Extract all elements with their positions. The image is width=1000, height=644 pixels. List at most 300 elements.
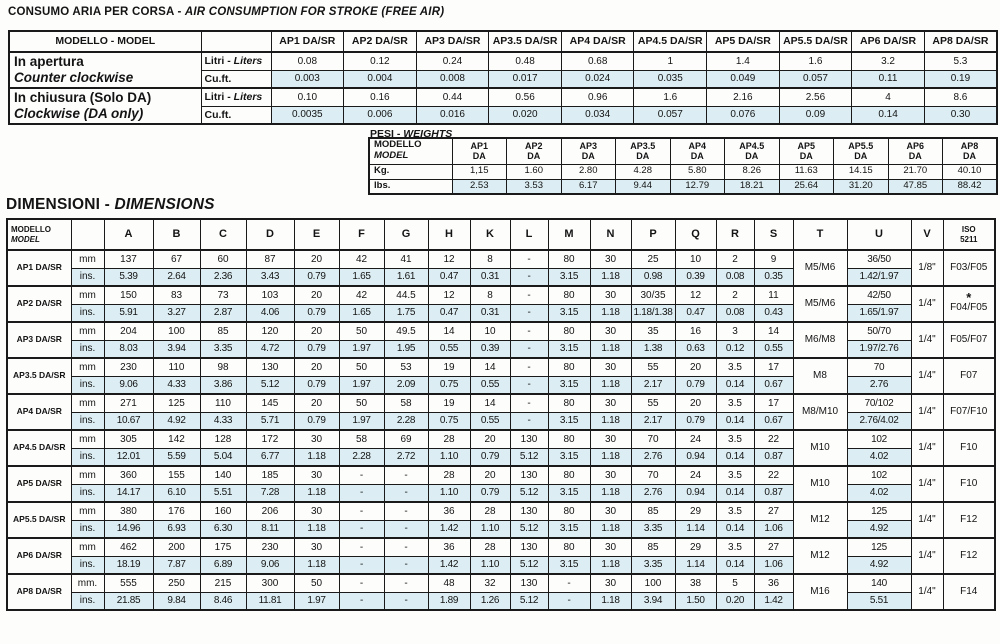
dim-mm-value: 5 [716, 574, 754, 592]
dim-mm-value: 87 [246, 250, 294, 268]
dim-ins-value: 0.63 [675, 340, 716, 358]
dim-mm-value: 10 [470, 322, 510, 340]
dim-ins-value: 1.18 [294, 448, 339, 466]
dim-mm-value: 17 [754, 358, 793, 376]
cuft-value-cell: 0.017 [489, 70, 562, 88]
dim-mm-value: 80 [548, 430, 590, 448]
dim-ins-value: 4.33 [153, 376, 200, 394]
dim-mm-value: 20 [470, 430, 510, 448]
dim-ins-value: 1.42 [428, 520, 470, 538]
unit-liters-it: Litri - [204, 55, 234, 68]
dim-mm-value: 30 [294, 538, 339, 556]
dim-unit-mm: mm [71, 250, 104, 268]
dim-u-mm-value: 36/50 [847, 250, 911, 268]
dim-mm-value: - [384, 502, 428, 520]
dim-col-header-k: K [470, 219, 510, 250]
weights-model-header [670, 138, 725, 164]
dim-ins-value: 3.15 [548, 340, 590, 358]
dim-mm-value: 28 [428, 430, 470, 448]
weights-value-cell: 14.15 [834, 164, 889, 179]
dim-ins-value: 0.79 [294, 412, 339, 430]
weights-value-cell: 18.21 [725, 179, 780, 194]
consumption-model-header: AP8 DA/SR [924, 31, 997, 52]
dim-mm-value: 80 [548, 394, 590, 412]
dim-mm-value: 20 [294, 250, 339, 268]
dim-unit-mm: mm [71, 430, 104, 448]
dim-mm-value: 24 [675, 430, 716, 448]
dim-mm-value: 80 [548, 250, 590, 268]
dim-ins-value: 0.67 [754, 376, 793, 394]
dim-mm-value: 80 [548, 538, 590, 556]
dim-iso-cell [943, 322, 995, 358]
cuft-value-cell: 0.14 [852, 106, 925, 124]
dim-ins-value: 3.15 [548, 412, 590, 430]
dim-mm-value: 12 [428, 286, 470, 304]
dim-model-label: AP8 DA/SR [7, 574, 71, 610]
dim-mm-value: 160 [200, 502, 246, 520]
dim-mm-value: - [384, 466, 428, 484]
dim-ins-value: 2.09 [384, 376, 428, 394]
weights-table [368, 137, 998, 195]
dim-mm-value: 98 [200, 358, 246, 376]
dim-mm-value: 137 [104, 250, 153, 268]
dim-ins-value: 1.18/1.38 [631, 304, 675, 322]
dim-mm-value: 30 [590, 574, 631, 592]
dim-unit-ins: ins. [71, 556, 104, 574]
dim-mm-value: 10 [675, 250, 716, 268]
cuft-unit-label: Cu.ft. [201, 70, 271, 88]
dim-unit-ins: ins. [71, 304, 104, 322]
dim-mm-value: 30 [294, 430, 339, 448]
dim-mm-value: 49.5 [384, 322, 428, 340]
dim-mm-value: 271 [104, 394, 153, 412]
dim-mm-value: 462 [104, 538, 153, 556]
weights-value-cell: 88.42 [943, 179, 998, 194]
iso-star-note: * [966, 290, 972, 306]
dim-model-label: AP3.5 DA/SR [7, 358, 71, 394]
dim-col-header-e: E [294, 219, 339, 250]
liters-value-cell: 1 [634, 52, 707, 70]
consumption-model-header: AP5 DA/SR [707, 31, 780, 52]
dim-col-header-d: D [246, 219, 294, 250]
dim-mm-value: 29 [675, 538, 716, 556]
dim-ins-value: 1.14 [675, 556, 716, 574]
cuft-value-cell: 0.020 [489, 106, 562, 124]
dim-ins-value: 6.77 [246, 448, 294, 466]
dim-ins-value: 6.93 [153, 520, 200, 538]
dim-ins-value: - [510, 376, 548, 394]
weights-model-name: AP5 [797, 140, 815, 151]
dim-ins-value: 0.08 [716, 268, 754, 286]
dim-ins-value: 0.47 [428, 268, 470, 286]
dim-ins-value: 1.18 [590, 484, 631, 502]
dim-mm-value: 8 [470, 286, 510, 304]
dim-ins-value: 6.89 [200, 556, 246, 574]
dim-mm-value: 24 [675, 466, 716, 484]
dim-iso-cell [943, 358, 995, 394]
dim-mm-value: 128 [200, 430, 246, 448]
dim-ins-value: 0.55 [428, 340, 470, 358]
dim-mm-value: - [339, 574, 384, 592]
iso-line1: ISO [961, 225, 976, 235]
dim-mm-value: 14 [470, 394, 510, 412]
dim-ins-value: 0.94 [675, 448, 716, 466]
dim-mm-value: 110 [200, 394, 246, 412]
consumption-model-header: AP6 DA/SR [852, 31, 925, 52]
dim-mm-value: 30 [294, 502, 339, 520]
dim-mm-value: 175 [200, 538, 246, 556]
dim-mm-value: 140 [200, 466, 246, 484]
liters-value-cell: 0.96 [561, 88, 634, 106]
dim-ins-value: 0.79 [675, 376, 716, 394]
dim-mm-value: 27 [754, 502, 793, 520]
weights-model-name: AP3 [579, 140, 597, 151]
dim-ins-value: 2.28 [339, 448, 384, 466]
dim-mm-value: - [510, 358, 548, 376]
dim-ins-value: 1.38 [631, 340, 675, 358]
dim-ins-value: 18.19 [104, 556, 153, 574]
dim-mm-value: 32 [470, 574, 510, 592]
dim-iso-cell [943, 538, 995, 574]
dim-u-mm-value: 70/102 [847, 394, 911, 412]
dim-ins-value: 1.06 [754, 556, 793, 574]
dim-ins-value: 3.15 [548, 268, 590, 286]
dim-u-mm-value: 42/50 [847, 286, 911, 304]
weights-value-cell: 25.64 [779, 179, 834, 194]
liters-unit-label [201, 88, 271, 106]
weights-model-header [943, 138, 998, 164]
weights-model-name: AP4.5 [739, 140, 765, 151]
dim-mm-value: 20 [294, 286, 339, 304]
dim-ins-value: 3.27 [153, 304, 200, 322]
dim-u-mm-value: 140 [847, 574, 911, 592]
consumption-model-header: AP4 DA/SR [561, 31, 634, 52]
dim-mm-value: 30 [590, 502, 631, 520]
dim-mm-value: 9 [754, 250, 793, 268]
dim-mm-value: 80 [548, 358, 590, 376]
dim-ins-value: 1.61 [384, 268, 428, 286]
dim-ins-value: 5.12 [510, 484, 548, 502]
dim-ins-value: 0.79 [470, 448, 510, 466]
dim-ins-value: 0.08 [716, 304, 754, 322]
weights-model-header [779, 138, 834, 164]
air-consumption-body [9, 31, 997, 124]
iso-flange-value: F04/F05 [950, 302, 988, 314]
weights-value-cell: 8.26 [725, 164, 780, 179]
iso-flange-value: F05/F07 [950, 334, 988, 346]
dim-thread-cell: M8 [793, 358, 847, 394]
dim-ins-value: 0.14 [716, 520, 754, 538]
dim-v-cell: 1/8" [911, 250, 943, 286]
consumption-row-label [9, 52, 201, 88]
dim-col-header-c: C [200, 219, 246, 250]
dim-ins-value: 1.18 [294, 556, 339, 574]
cuft-value-cell: 0.049 [707, 70, 780, 88]
dim-unit-ins: ins. [71, 448, 104, 466]
dim-mm-value: 206 [246, 502, 294, 520]
weights-model-type: DA [854, 151, 868, 162]
dim-mm-value: 29 [675, 502, 716, 520]
dim-u-ins-value: 1.42/1.97 [847, 268, 911, 286]
dim-ins-value: 0.39 [675, 268, 716, 286]
dim-mm-value: 42 [339, 286, 384, 304]
weights-value-cell: 3.53 [507, 179, 562, 194]
dim-ins-value: 9.06 [246, 556, 294, 574]
weights-value-cell: 47.85 [888, 179, 943, 194]
liters-value-cell: 8.6 [924, 88, 997, 106]
dim-col-header-n: N [590, 219, 631, 250]
dim-mm-value: 55 [631, 358, 675, 376]
dim-ins-value: - [339, 484, 384, 502]
dim-iso-cell [943, 286, 995, 322]
dim-mm-value: 19 [428, 358, 470, 376]
dim-mm-value: 30 [294, 466, 339, 484]
dim-col-header-a: A [104, 219, 153, 250]
weights-title-it: PESI - [370, 128, 404, 140]
dim-mm-value: 120 [246, 322, 294, 340]
dim-mm-value: 155 [153, 466, 200, 484]
liters-value-cell: 1.6 [779, 52, 852, 70]
dim-ins-value: 1.89 [428, 592, 470, 610]
dim-mm-value: 36 [428, 502, 470, 520]
dim-mm-value: 28 [428, 466, 470, 484]
dim-col-header-m: M [548, 219, 590, 250]
dim-ins-value: 2.87 [200, 304, 246, 322]
dim-mm-value: 22 [754, 466, 793, 484]
dim-ins-value: 1.18 [590, 376, 631, 394]
weights-value-cell: 6.17 [561, 179, 616, 194]
dim-ins-value: 0.47 [675, 304, 716, 322]
dim-ins-value: 3.94 [631, 592, 675, 610]
weights-model-type: DA [690, 151, 704, 162]
dim-mm-value: - [510, 250, 548, 268]
weights-value-cell: 11.63 [779, 164, 834, 179]
dim-mm-value: 14 [428, 322, 470, 340]
dim-thread-cell: M12 [793, 502, 847, 538]
dim-mm-value: - [339, 466, 384, 484]
dim-mm-value: - [510, 394, 548, 412]
dim-unit-ins: ins. [71, 412, 104, 430]
dim-u-ins-value: 5.51 [847, 592, 911, 610]
weights-value-cell: 4.28 [616, 164, 671, 179]
consumption-model-header: AP5.5 DA/SR [779, 31, 852, 52]
dim-u-ins-value: 4.02 [847, 484, 911, 502]
liters-value-cell: 1.6 [634, 88, 707, 106]
dim-ins-value: 0.14 [716, 376, 754, 394]
dim-col-header-u: U [847, 219, 911, 250]
dim-u-mm-value: 50/70 [847, 322, 911, 340]
dim-ins-value: 2.72 [384, 448, 428, 466]
dim-model-label: AP4.5 DA/SR [7, 430, 71, 466]
dim-ins-value: 0.87 [754, 484, 793, 502]
cuft-value-cell: 0.004 [344, 70, 417, 88]
dim-mm-value: 130 [246, 358, 294, 376]
dim-mm-value: 8 [470, 250, 510, 268]
dim-unit-ins: ins. [71, 592, 104, 610]
dim-ins-value: 0.87 [754, 448, 793, 466]
dim-ins-value: 2.76 [631, 484, 675, 502]
dim-mm-value: 30/35 [631, 286, 675, 304]
dim-v-cell: 1/4" [911, 322, 943, 358]
dim-model-label: AP2 DA/SR [7, 286, 71, 322]
dim-ins-value: 0.79 [294, 268, 339, 286]
dim-mm-value: 176 [153, 502, 200, 520]
weights-body [369, 138, 997, 194]
dimensions-title-en: DIMENSIONS [114, 196, 215, 213]
dim-u-ins-value: 4.92 [847, 520, 911, 538]
dim-ins-value: 5.12 [510, 520, 548, 538]
dim-ins-value: 4.92 [153, 412, 200, 430]
dim-thread-cell: M12 [793, 538, 847, 574]
weights-header-en: MODEL [374, 150, 409, 162]
weights-value-cell: 9.44 [616, 179, 671, 194]
dim-ins-value: 1.18 [590, 268, 631, 286]
dim-mm-value: 20 [675, 394, 716, 412]
cuft-value-cell: 0.006 [344, 106, 417, 124]
dim-mm-value: 80 [548, 466, 590, 484]
liters-value-cell: 2.56 [779, 88, 852, 106]
dim-mm-value: 110 [153, 358, 200, 376]
dim-mm-value: 150 [104, 286, 153, 304]
dim-ins-value: 0.14 [716, 412, 754, 430]
dim-mm-value: 50 [294, 574, 339, 592]
dim-mm-value: 80 [548, 502, 590, 520]
dim-unit-ins: ins. [71, 520, 104, 538]
dim-mm-value: 305 [104, 430, 153, 448]
dim-mm-value: 3.5 [716, 538, 754, 556]
dim-mm-value: 215 [200, 574, 246, 592]
weights-model-header [561, 138, 616, 164]
dim-ins-value: 12.01 [104, 448, 153, 466]
dim-mm-value: 20 [470, 466, 510, 484]
dim-ins-value: 5.04 [200, 448, 246, 466]
dim-ins-value: 21.85 [104, 592, 153, 610]
weights-model-type: DA [745, 151, 759, 162]
dim-ins-value: 0.31 [470, 268, 510, 286]
dim-iso-cell [943, 430, 995, 466]
weights-model-type: DA [472, 151, 486, 162]
dim-mm-value: 30 [590, 538, 631, 556]
dim-ins-value: 1.18 [590, 520, 631, 538]
liters-value-cell: 5.3 [924, 52, 997, 70]
cuft-value-cell: 0.016 [416, 106, 489, 124]
weights-model-header [725, 138, 780, 164]
dim-ins-value: 8.11 [246, 520, 294, 538]
dim-mm-value: 30 [590, 286, 631, 304]
dim-ins-value: 1.42 [754, 592, 793, 610]
dim-mm-value: 80 [548, 322, 590, 340]
cuft-value-cell: 0.30 [924, 106, 997, 124]
dim-ins-value: 3.86 [200, 376, 246, 394]
dim-mm-value: 14 [754, 322, 793, 340]
dim-mm-value: 2 [716, 250, 754, 268]
dim-ins-value: 1.65 [339, 304, 384, 322]
dim-ins-value: 0.79 [294, 340, 339, 358]
dim-ins-value: 9.06 [104, 376, 153, 394]
dim-model-label: AP5 DA/SR [7, 466, 71, 502]
unit-liters-en: Liters [233, 91, 263, 104]
dim-ins-value: 1.75 [384, 304, 428, 322]
dim-mm-value: 17 [754, 394, 793, 412]
dim-iso-cell [943, 394, 995, 430]
dim-ins-value: 2.64 [153, 268, 200, 286]
dim-mm-value: 28 [470, 502, 510, 520]
liters-value-cell: 0.44 [416, 88, 489, 106]
dim-ins-value: 6.10 [153, 484, 200, 502]
weights-model-header [452, 138, 507, 164]
dim-ins-value: 5.59 [153, 448, 200, 466]
liters-value-cell: 1.4 [707, 52, 780, 70]
dim-mm-value: 36 [428, 538, 470, 556]
weights-model-header [616, 138, 671, 164]
dim-mm-value: 50 [339, 358, 384, 376]
dim-mm-value: 20 [294, 358, 339, 376]
dim-mm-value: - [384, 574, 428, 592]
dim-ins-value: 0.75 [428, 412, 470, 430]
weights-model-type: DA [908, 151, 922, 162]
weights-value-cell: 1.60 [507, 164, 562, 179]
weights-value-cell: 12.79 [670, 179, 725, 194]
dim-model-label: AP6 DA/SR [7, 538, 71, 574]
dim-ins-value: 1.10 [428, 484, 470, 502]
dim-u-mm-value: 125 [847, 538, 911, 556]
dim-unit-mm: mm [71, 538, 104, 556]
dim-ins-value: 0.75 [428, 376, 470, 394]
dim-unit-mm: mm [71, 322, 104, 340]
dim-col-header-f: F [339, 219, 384, 250]
dim-iso-cell [943, 502, 995, 538]
dim-ins-value: 1.26 [470, 592, 510, 610]
dim-ins-value: - [384, 592, 428, 610]
cuft-value-cell: 0.19 [924, 70, 997, 88]
cuft-value-cell: 0.035 [634, 70, 707, 88]
dim-mm-value: 142 [153, 430, 200, 448]
dimensions-table [6, 218, 996, 611]
dim-mm-value: 30 [590, 466, 631, 484]
dim-mm-value: 38 [675, 574, 716, 592]
dim-ins-value: - [384, 484, 428, 502]
dim-mm-value: 30 [590, 430, 631, 448]
air-consumption-table [8, 30, 998, 125]
dim-ins-value: 5.12 [510, 448, 548, 466]
dim-mm-value: 73 [200, 286, 246, 304]
weights-model-name: AP3.5 [630, 140, 656, 151]
dim-v-cell: 1/4" [911, 430, 943, 466]
iso-flange-value: F07 [960, 370, 978, 382]
dim-mm-value: 70 [631, 430, 675, 448]
dim-ins-value: 1.06 [754, 520, 793, 538]
dim-unit-ins: ins. [71, 268, 104, 286]
dim-mm-value: 200 [153, 538, 200, 556]
dim-ins-value: 5.12 [510, 592, 548, 610]
dim-mm-value: 80 [548, 286, 590, 304]
consumption-model-header: AP1 DA/SR [271, 31, 344, 52]
dim-mm-value: - [384, 538, 428, 556]
dim-ins-value: 3.94 [153, 340, 200, 358]
dim-ins-value: 0.79 [470, 484, 510, 502]
dim-ins-value: 0.14 [716, 556, 754, 574]
dim-thread-cell: M10 [793, 430, 847, 466]
dim-ins-value: 1.18 [590, 304, 631, 322]
dim-unit-col-header [71, 219, 104, 250]
dim-ins-value: - [510, 304, 548, 322]
dim-ins-value: 1.50 [675, 592, 716, 610]
dim-ins-value: 3.15 [548, 520, 590, 538]
dim-col-header-s: S [754, 219, 793, 250]
dim-ins-value: 1.18 [590, 556, 631, 574]
dim-ins-value: 0.31 [470, 304, 510, 322]
dim-mm-value: 3 [716, 322, 754, 340]
